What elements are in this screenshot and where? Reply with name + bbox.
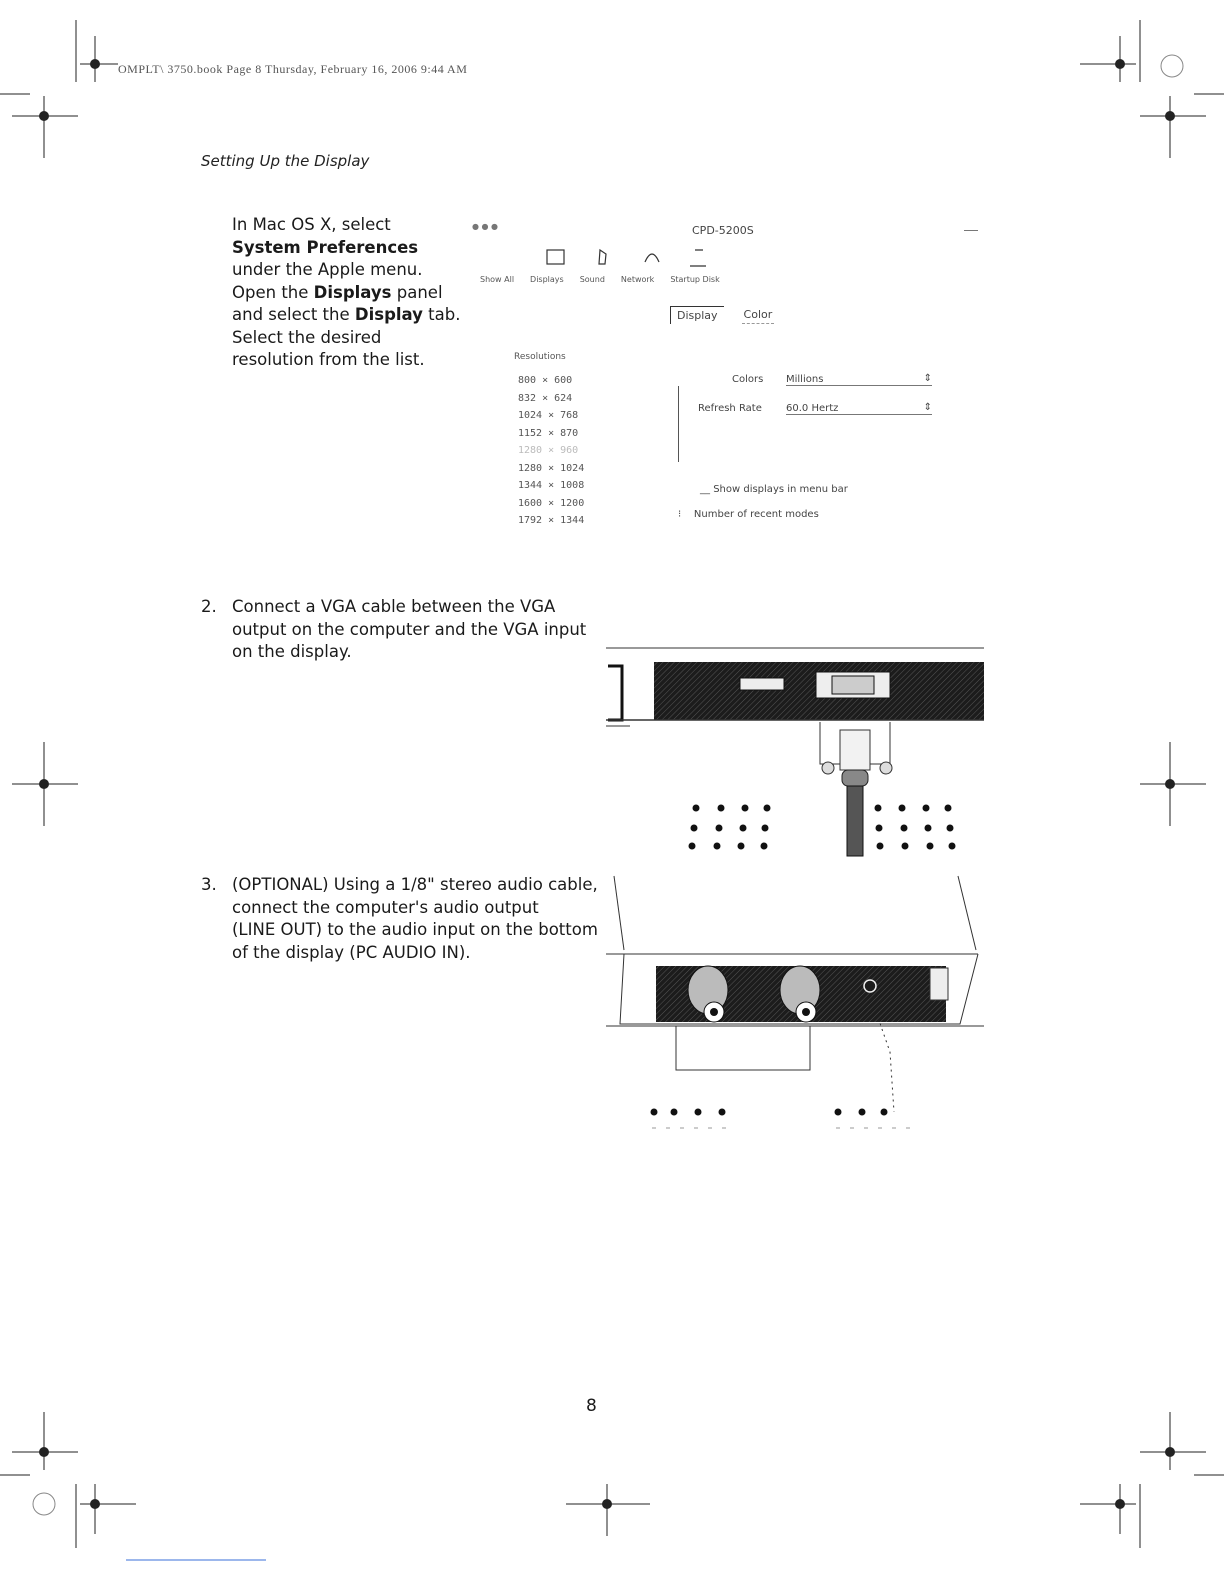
resolution-item-selected[interactable]: 1280 × 960	[518, 445, 579, 456]
toolbar-network[interactable]: Network	[620, 275, 655, 284]
resolutions-label: Resolutions	[514, 352, 566, 362]
recent-modes-stepper[interactable]	[678, 509, 819, 520]
step2-line3: on the display.	[232, 642, 352, 661]
system-preferences-window	[470, 218, 990, 538]
toolbar-icons	[540, 244, 730, 272]
step2-number: 2.	[201, 597, 217, 616]
resolution-item[interactable]: 1152 × 870	[518, 427, 579, 439]
displays-icon	[547, 250, 564, 264]
resolution-item[interactable]: 1600 × 1200	[518, 497, 585, 509]
resolution-item[interactable]: 1280 × 1024	[518, 462, 585, 474]
display-term: Display	[354, 305, 423, 324]
step1-line3-pre: Open the	[232, 282, 309, 302]
step3-number: 3.	[201, 875, 217, 894]
toolbar-displays[interactable]: Displays	[530, 275, 564, 284]
displays-term: Displays	[313, 282, 392, 302]
step1-line4-pre: and select the	[232, 305, 350, 324]
startup-disk-icon	[690, 250, 706, 266]
tab-color[interactable]: Color	[742, 306, 775, 324]
system-preferences-term: System Preferences	[232, 237, 419, 257]
vga-cable	[847, 786, 863, 856]
toolbar-toggle-icon	[964, 230, 978, 231]
toolbar-sound[interactable]: Sound	[579, 275, 605, 284]
settings-group-bracket	[678, 386, 683, 462]
resolution-item[interactable]: 800 × 600	[518, 375, 573, 386]
resolutions-list[interactable]	[518, 372, 584, 530]
step1-line6: resolution from the list.	[232, 350, 425, 369]
toolbar-startup-disk[interactable]: Startup Disk	[670, 275, 720, 284]
tab-display[interactable]: Display	[670, 306, 724, 324]
page-number: 8	[586, 1396, 597, 1416]
resolution-item[interactable]: 1024 × 768	[518, 410, 579, 421]
step1-line5: Select the desired	[232, 327, 382, 347]
select-arrows-icon: ⇕	[923, 373, 932, 384]
resolution-item[interactable]: 1792 × 1344	[518, 515, 585, 526]
window-title: CPD-5200S	[692, 224, 754, 237]
tab-bar	[670, 306, 774, 324]
audio-connection-illustration	[600, 872, 990, 1134]
dvi-port-icon	[740, 678, 784, 690]
sound-icon	[599, 250, 606, 264]
recent-modes-label: Number of recent modes	[693, 509, 819, 520]
pc-audio-in-jack	[864, 980, 876, 992]
toolbar	[480, 275, 780, 284]
section-title: Setting Up the Display	[201, 152, 370, 170]
step1-line4-post: tab.	[428, 305, 461, 324]
resolution-item[interactable]: 1344 × 1008	[518, 480, 585, 491]
resolution-item[interactable]: 832 × 624	[518, 392, 573, 404]
colors-select[interactable]	[786, 374, 932, 386]
stepper-icon: ⁝	[678, 509, 685, 520]
checkbox-icon: __	[700, 484, 714, 495]
step1-line3-post: panel	[396, 282, 443, 302]
show-displays-checkbox[interactable]	[700, 484, 848, 495]
step2-line2: output on the computer and the VGA input	[232, 619, 587, 639]
show-displays-label: Show displays in menu bar	[713, 484, 848, 495]
step1-text	[232, 214, 472, 372]
step3-line4: of the display (PC AUDIO IN).	[232, 942, 471, 962]
network-icon	[645, 254, 659, 262]
refresh-rate-label: Refresh Rate	[698, 403, 762, 414]
refresh-rate-select[interactable]	[786, 403, 932, 415]
step1-intro: In Mac OS X, select	[232, 215, 391, 234]
step3-line1: (OPTIONAL) Using a 1/8" stereo audio cable,	[232, 875, 598, 894]
step3-text	[232, 874, 604, 964]
step3-line3: (LINE OUT) to the audio input on the bottom	[232, 920, 598, 939]
colors-select-value: Millions	[786, 374, 824, 385]
step2-text	[232, 596, 602, 664]
select-arrows-icon: ⇕	[923, 402, 932, 413]
step2-line1: Connect a VGA cable between the VGA	[232, 597, 556, 616]
step1-line2: under the Apple menu.	[232, 260, 423, 279]
step3-line2: connect the computer's audio output	[232, 897, 539, 917]
vga-connection-illustration	[600, 640, 990, 860]
file-meta-header: OMPLT\ 3750.book Page 8 Thursday, February 16, 2006 9:44 AM	[118, 62, 468, 76]
refresh-rate-value: 60.0 Hertz	[786, 403, 839, 414]
window-controls-icon: ● ● ●	[472, 222, 499, 231]
colors-label: Colors	[732, 374, 764, 385]
toolbar-show-all[interactable]: Show All	[480, 275, 515, 284]
